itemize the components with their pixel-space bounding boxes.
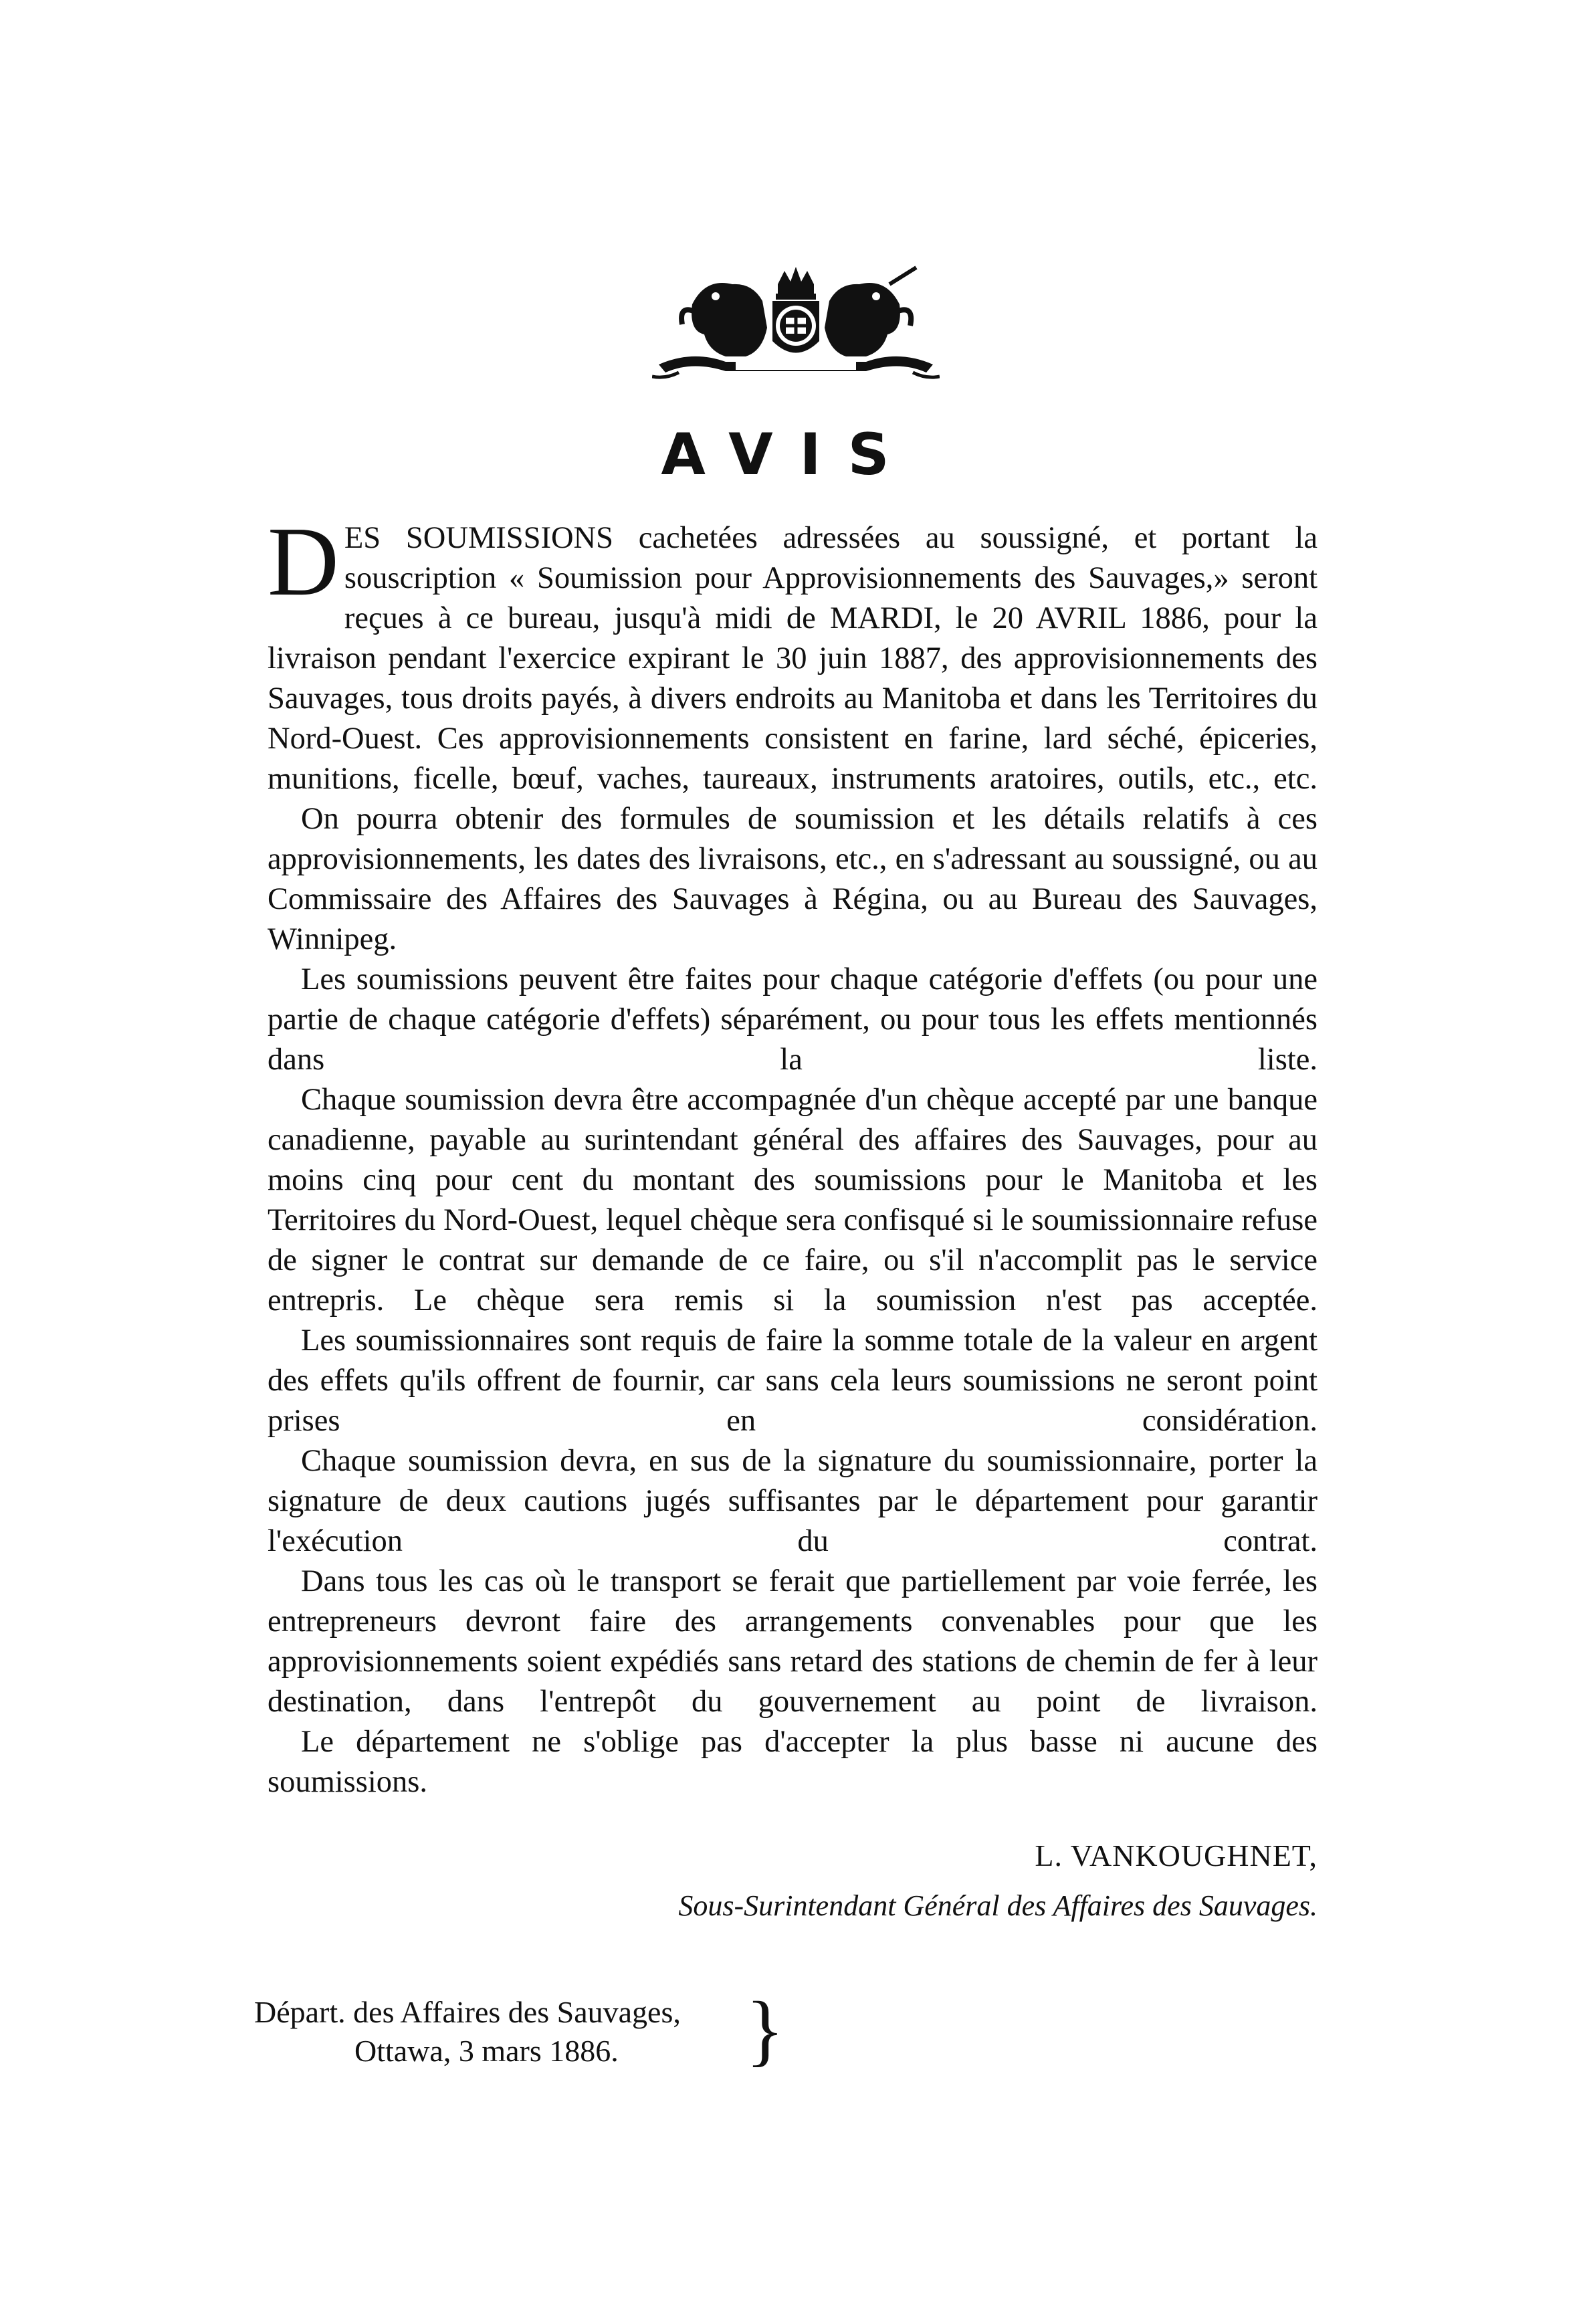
dateline-place-date: Ottawa, 3 mars 1886. — [354, 2034, 619, 2068]
dateline-department: Départ. des Affaires des Sauvages, — [254, 1995, 681, 2029]
coat-of-arms-icon — [652, 264, 940, 398]
paragraph-7: Dans tous les cas où le transport se ferait que partiellement par voie ferrée, les entrepreneurs devront faire des arrangements convenables pour que les approvisionnements soient expédiés sans retard des stations de chemin de fer à leur destination, dans l'entrepôt du gouvernement au point de livraison. — [268, 1564, 1318, 1719]
dateline — [254, 1993, 681, 2071]
signatory-title: Sous-Surintendant Général des Affaires des Sauvages. — [678, 1889, 1318, 1922]
paragraph-1: ES SOUMISSIONS cachetées adressées au soussigné, et portant la souscription « Soumission pour Approvisionnements des Sauvages,» seront reçues à ce bureau, jusqu'à midi de MARDI, le 20 AVRIL 1886, pour la livraison pendant l'exercice expirant le 30 juin 1887, des approvisionnements des Sauvages, tous droits payés, à divers endroits au Manitoba et dans les Territoires du Nord-Ouest. Ces approvisionnements consistent en farine, lard séché, épiceries, munitions, ficelle, bœuf, vaches, taureaux, instruments aratoires, outils, etc., etc. — [268, 521, 1318, 796]
notice-body — [268, 507, 1318, 1802]
signatory-name: L. VANKOUGHNET, — [1035, 1838, 1318, 1873]
paragraph-6: Chaque soumission devra, en sus de la signature du soumissionnaire, porter la signature de deux cautions jugés suffisantes par le département pour garantir l'exécution du contrat. — [268, 1444, 1318, 1558]
drop-cap: D — [268, 507, 339, 617]
page-title: AVIS — [661, 421, 916, 488]
paragraph-8: Le département ne s'oblige pas d'accepter la plus basse ni aucune des soumissions. — [268, 1725, 1318, 1799]
paragraph-2: On pourra obtenir des formules de soumission et les détails relatifs à ces approvisionnements, les dates des livraisons, etc., en s'adressant au soussigné, ou au Commissaire des Affaires des Sauvages à Régina, ou au Bureau des Sauvages, Winnipeg. — [268, 802, 1318, 956]
paragraph-4: Chaque soumission devra être accompagnée d'un chèque accepté par une banque canadienne, payable au surintendant général des affaires des Sauvages, pour au moins cinq pour cent du montant des soumissions pour le Manitoba et les Territoires du Nord-Ouest, lequel chèque sera confisqué si le soumissionnaire refuse de signer le contrat sur demande de ce faire, ou s'il n'accomplit pas le service entrepris. Le chèque sera remis si la soumission n'est pas acceptée. — [268, 1083, 1318, 1317]
paragraph-5: Les soumissionnaires sont requis de faire la somme totale de la valeur en argent des effets qu'ils offrent de fournir, car sans cela leurs soumissions ne seront point prises en considération. — [268, 1324, 1318, 1438]
brace-glyph: } — [746, 1985, 784, 2074]
paragraph-3: Les soumissions peuvent être faites pour chaque catégorie d'effets (ou pour une partie de chaque catégorie d'effets) séparément, ou pour tous les effets mentionnés dans la liste. — [268, 962, 1318, 1077]
